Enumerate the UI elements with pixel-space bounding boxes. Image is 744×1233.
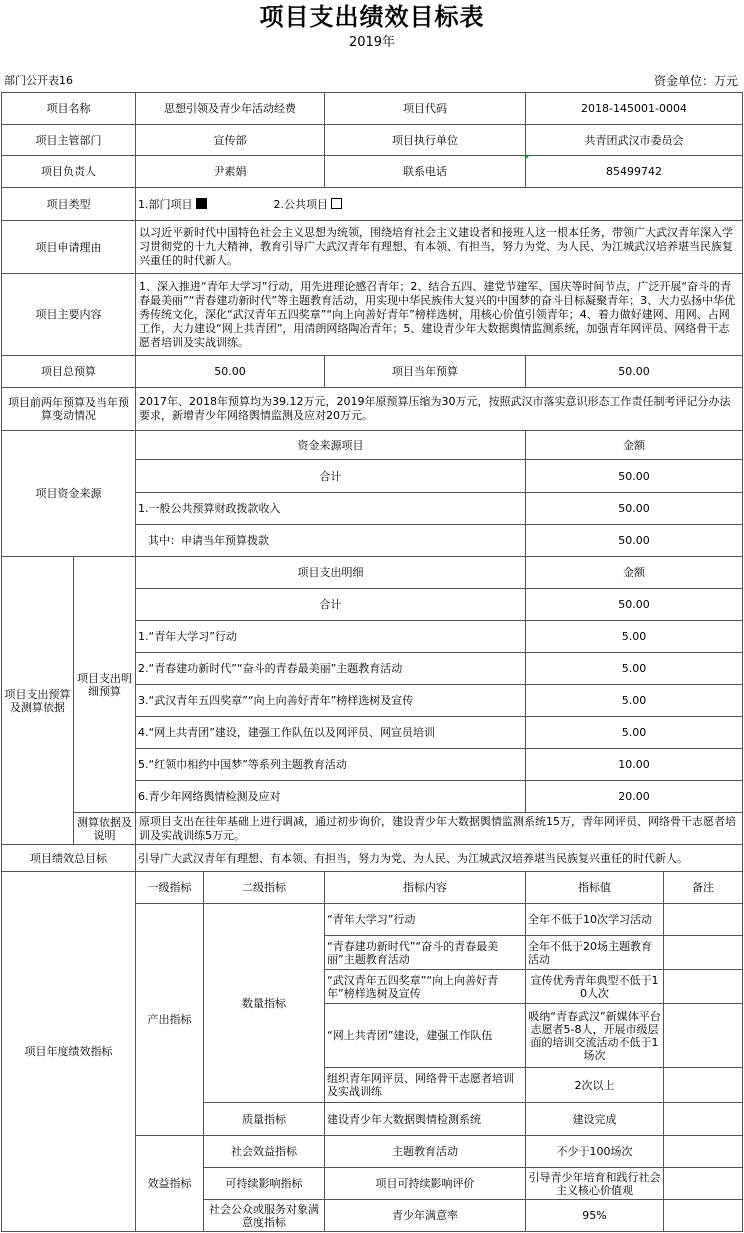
col-note: 备注 [664, 872, 743, 904]
table-row [2, 388, 743, 431]
indicator-note [664, 1068, 743, 1103]
phone-label: 联系电话 [325, 156, 526, 188]
table-row [2, 188, 743, 221]
budget-change-label: 项目前两年预算及当年预算变动情况 [2, 388, 136, 431]
indicator-content: “武汉青年五四奖章”“向上向善好青年”榜样选树及宣传 [325, 970, 526, 1004]
indicator-value: 95% [526, 1200, 664, 1232]
table-row [2, 557, 743, 589]
funding-row-name: 1.一般公共预算财政拨款收入 [136, 493, 526, 525]
owner-value: 尹素娟 [136, 156, 325, 188]
project-name-label: 项目名称 [2, 93, 136, 125]
indicator-value: 2次以上 [526, 1068, 664, 1103]
table-row [2, 93, 743, 125]
indicator-value: 宣传优秀青年典型不低于10人次 [526, 970, 664, 1004]
expense-label: 项目支出预算及测算依据 [2, 557, 74, 845]
col-l1: 一级指标 [136, 872, 204, 904]
indicator-note [664, 1004, 743, 1068]
indicator-l2: 可持续影响指标 [204, 1168, 325, 1200]
funding-label: 项目资金来源 [2, 431, 136, 557]
indicator-note [664, 970, 743, 1004]
form-number: 部门公开表16 [4, 74, 73, 87]
indicator-note [664, 1200, 743, 1232]
phone-value: 85499742 [526, 156, 743, 188]
project-code-value: 2018-145001-0004 [526, 93, 743, 125]
project-name-value: 思想引领及青少年活动经费 [136, 93, 325, 125]
dept-value: 宣传部 [136, 125, 325, 156]
col-l2: 二级指标 [204, 872, 325, 904]
indicators-label: 项目年度绩效指标 [2, 872, 136, 1232]
table-row [2, 845, 743, 872]
indicator-content: 青少年满意率 [325, 1200, 526, 1232]
year-label: 2019年 [348, 35, 396, 50]
current-budget-label: 项目当年预算 [325, 356, 526, 388]
exec-unit-value: 共青团武汉市委员会 [526, 125, 743, 156]
type-label: 项目类型 [2, 188, 136, 221]
funding-row-amount: 50.00 [526, 493, 743, 525]
total-budget-value: 50.00 [136, 356, 325, 388]
expense-row-name: 5.“红领巾相约中国梦”等系列主题教育活动 [136, 749, 526, 781]
table-row [2, 431, 743, 460]
unit-label: 资金单位：万元 [653, 74, 738, 88]
basis-value: 原项目支出在往年基础上进行调减，通过初步询价，建设青少年大数据舆情监测系统15万，青年网评员、网络骨干志愿者培训及实战训练5万元。 [136, 813, 743, 845]
performance-table [1, 92, 743, 1232]
quantity-label: 数量指标 [204, 904, 325, 1103]
table-row [2, 274, 743, 356]
owner-label: 项目负责人 [2, 156, 136, 188]
expense-detail-label: 项目支出明细预算 [74, 557, 136, 813]
expense-row-name: 3.“武汉青年五四奖章”“向上向善好青年”榜样选树及宣传 [136, 685, 526, 717]
indicator-l2: 社会公众或服务对象满意度指标 [204, 1200, 325, 1232]
funding-row-name: 合计 [136, 460, 526, 493]
funding-row-name: 其中：申请当年预算拨款 [136, 525, 526, 557]
output-label: 产出指标 [136, 904, 204, 1136]
expense-row-name: 2.“青春建功新时代”“奋斗的青春最美丽”主题教育活动 [136, 653, 526, 685]
checkbox-checked-icon [196, 198, 207, 209]
col-value: 指标值 [526, 872, 664, 904]
expense-row-name: 6.青少年网络舆情检测及应对 [136, 781, 526, 813]
expense-col-amount: 金额 [526, 557, 743, 589]
expense-row-name: 合计 [136, 589, 526, 621]
dept-label: 项目主管部门 [2, 125, 136, 156]
benefit-label: 效益指标 [136, 1136, 204, 1232]
indicator-content: 项目可持续影响评价 [325, 1168, 526, 1200]
table-row [2, 221, 743, 274]
expense-row-amount: 50.00 [526, 589, 743, 621]
indicator-value: 引导青少年培育和践行社会主义核心价值观 [526, 1168, 664, 1200]
checkbox-empty-icon [331, 198, 342, 209]
indicator-l2: 社会效益指标 [204, 1136, 325, 1168]
table-row [2, 356, 743, 388]
type-option-dept: 1.部门项目 [138, 197, 193, 211]
exec-unit-label: 项目执行单位 [325, 125, 526, 156]
basis-label: 测算依据及说明 [74, 813, 136, 845]
cell-comment-marker-icon [525, 155, 530, 160]
expense-row-amount: 5.00 [526, 653, 743, 685]
table-row [2, 156, 743, 188]
indicator-value: 不少于100场次 [526, 1136, 664, 1168]
funding-row-amount: 50.00 [526, 460, 743, 493]
expense-row-amount: 5.00 [526, 717, 743, 749]
budget-change-value: 2017年、2018年预算均为39.12万元，2019年原预算压缩为30万元，按照武汉市落实意识形态工作责任制考评记分办法要求，新增青少年网络舆情监测及应对20万元。 [136, 388, 743, 431]
indicator-note [664, 1103, 743, 1136]
indicator-note [664, 1168, 743, 1200]
page-title: 项目支出绩效目标表 [259, 3, 485, 31]
indicator-value: 全年不低于20场主题教育活动 [526, 936, 664, 970]
indicator-note [664, 936, 743, 970]
indicator-content: “青春建功新时代”“奋斗的青春最美丽”主题教育活动 [325, 936, 526, 970]
funding-col-source: 资金来源项目 [136, 431, 526, 460]
reason-value: 以习近平新时代中国特色社会主义思想为统领，围绕培育社会主义建设者和接班人这一根本任务，带领广大武汉青年深入学习贯彻党的十九大精神，教育引导广大武汉青年有理想、有本领、有担当，努力为党、为人民、为江城武汉培养堪当民族复兴重任的时代新人。 [136, 221, 743, 274]
expense-col-item: 项目支出明细 [136, 557, 526, 589]
col-content: 指标内容 [325, 872, 526, 904]
type-options [136, 188, 743, 221]
goal-label: 项目绩效总目标 [2, 845, 136, 872]
indicator-value: 全年不低于10次学习活动 [526, 904, 664, 936]
indicator-content: “网上共青团”建设，建强工作队伍 [325, 1004, 526, 1068]
reason-label: 项目申请理由 [2, 221, 136, 274]
indicator-content: 主题教育活动 [325, 1136, 526, 1168]
expense-row-amount: 5.00 [526, 621, 743, 653]
indicator-content: 组织青年网评员、网络骨干志愿者培训及实战训练 [325, 1068, 526, 1103]
goal-value: 引导广大武汉青年有理想、有本领、有担当，努力为党、为人民、为江城武汉培养堪当民族复兴重任的时代新人。 [136, 845, 743, 872]
project-code-label: 项目代码 [325, 93, 526, 125]
quality-label: 质量指标 [204, 1103, 325, 1136]
indicator-value: 建设完成 [526, 1103, 664, 1136]
current-budget-value: 50.00 [526, 356, 743, 388]
type-option-public: 2.公共项目 [273, 197, 328, 211]
expense-row-amount: 5.00 [526, 685, 743, 717]
table-row [2, 813, 743, 845]
total-budget-label: 项目总预算 [2, 356, 136, 388]
funding-col-amount: 金额 [526, 431, 743, 460]
indicator-content: “青年大学习”行动 [325, 904, 526, 936]
content-value: 1、深入推进“青年大学习”行动，用先进理论感召青年；2、结合五四、建党节建军、国庆等时间节点，广泛开展“奋斗的青春最美丽”“青春建功新时代”等主题教育活动，用实现中华民族伟大复兴的中国梦的奋斗目标凝聚青年；3、大力弘扬中华优秀传统文化，深化“武汉青年五四奖章”“向上向善好青年”榜样选树，用核心价值引领青年；4、着力做好建网、用网、占网工作，大力建设“网上共青团”，用清朗网络陶冶青年；5、建设青少年大数据舆情监测系统，加强青年网评员、网络骨干志愿者培训及实战训练。 [136, 274, 743, 356]
indicator-content: 建设青少年大数据舆情检测系统 [325, 1103, 526, 1136]
indicator-note [664, 904, 743, 936]
expense-row-name: 1.“青年大学习”行动 [136, 621, 526, 653]
expense-row-name: 4.“网上共青团”建设，建强工作队伍以及网评员、网宣员培训 [136, 717, 526, 749]
indicator-note [664, 1136, 743, 1168]
indicator-value: 吸纳“青春武汉”新媒体平台志愿者5-8人，开展市级层面的培训交流活动不低于1场次 [526, 1004, 664, 1068]
table-row [2, 125, 743, 156]
expense-row-amount: 10.00 [526, 749, 743, 781]
expense-row-amount: 20.00 [526, 781, 743, 813]
table-row [2, 872, 743, 904]
funding-row-amount: 50.00 [526, 525, 743, 557]
content-label: 项目主要内容 [2, 274, 136, 356]
